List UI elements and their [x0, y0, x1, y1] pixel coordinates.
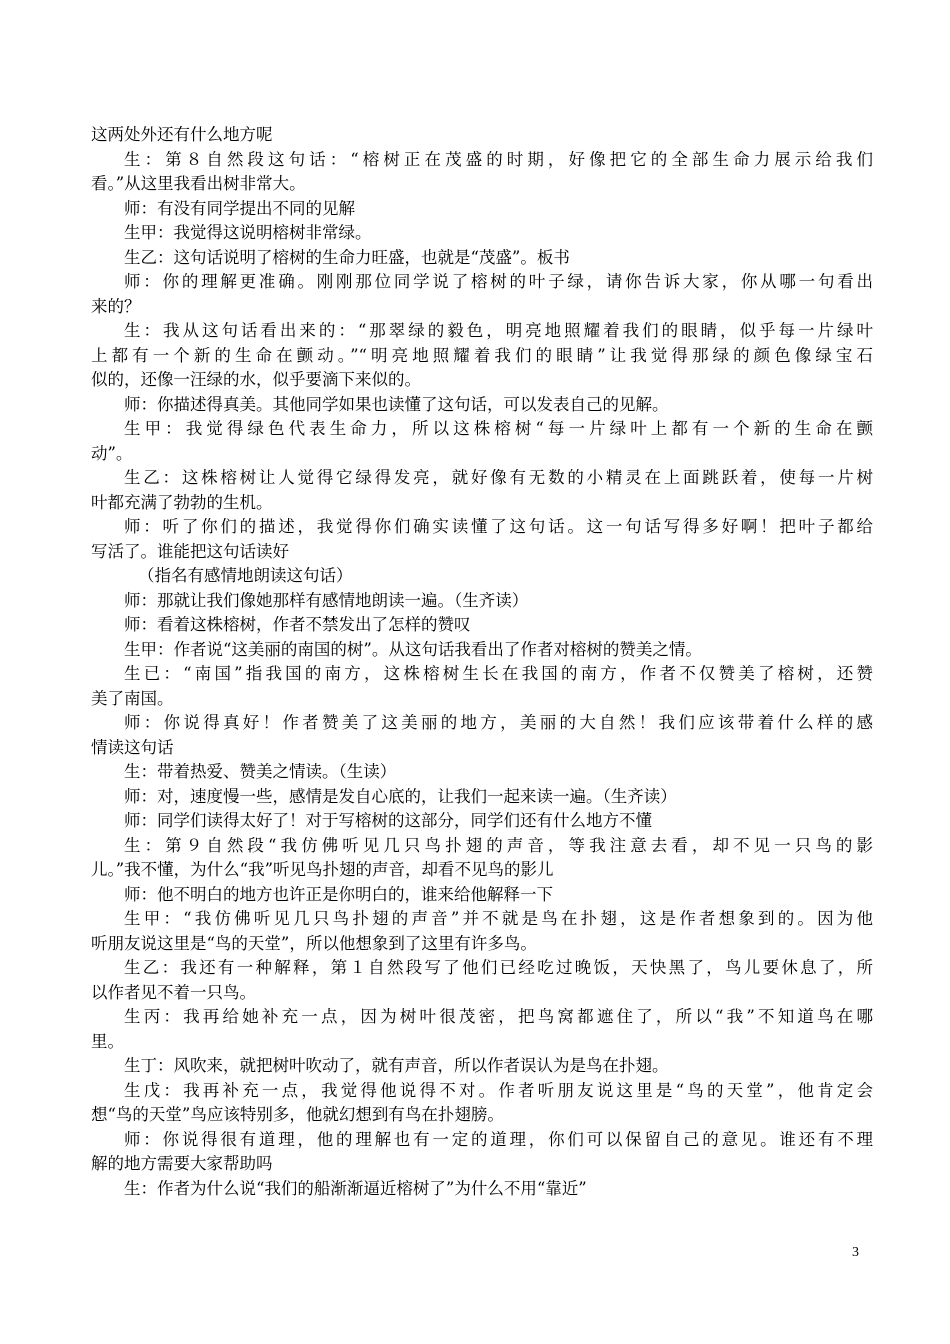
text-line: 美了南国。 [91, 688, 174, 708]
text-line: 叶都充满了勃勃的生机。 [91, 492, 273, 512]
text-line: 听朋友说这里是“鸟的天堂”，所以他想象到了这里有许多鸟。 [91, 933, 537, 953]
text-line: 解的地方需要大家帮助吗 [91, 1154, 273, 1173]
text-line: 生甲：作者说“这美丽的南国的树”。从这句话我看出了作者对榕树的赞美之情。 [124, 639, 702, 659]
text-line: 上都有一个新的生命在颤动。”“明亮地照耀着我们的眼睛”让我觉得那绿的颜色像绿宝石 [91, 345, 873, 365]
text-line: 生甲：我觉得绿色代表生命力，所以这株榕树“每一片绿叶上都有一个新的生命在颤 [124, 419, 873, 438]
text-line: 生甲：我觉得这说明榕树非常绿。 [124, 223, 372, 242]
text-line: 看。”从这里我看出树非常大。 [91, 174, 306, 193]
text-line: 生：第９自然段“我仿佛听见几只鸟扑翅的声音，等我注意去看，却不见一只鸟的影 [124, 835, 873, 855]
text-line: 以作者见不着一只鸟。 [91, 982, 256, 1002]
text-line: 想“鸟的天堂”鸟应该特别多，他就幻想到有鸟在扑翅膀。 [91, 1105, 504, 1124]
text-line: 写活了。谁能把这句话读好 [91, 541, 289, 561]
page-number: 3 [852, 1245, 859, 1260]
text-line: 儿。”我不懂，为什么“我”听见鸟扑翅的声音，却看不见鸟的影儿 [91, 860, 554, 879]
text-line: 生乙：这句话说明了榕树的生命力旺盛，也就是“茂盛”。板书 [124, 247, 570, 267]
text-line: 师：你说得很有道理，他的理解也有一定的道理，你们可以保留自己的意见。谁还有不理 [124, 1129, 873, 1149]
text-line: 师：那就让我们像她那样有感情地朗读一遍。（生齐读） [124, 590, 529, 610]
text-line: 来的？ [91, 296, 141, 316]
text-line: 生：第８自然段这句话：“榕树正在茂盛的时期，好像把它的全部生命力展示给我们 [124, 149, 873, 169]
text-line: 师：看着这株榕树，作者不禁发出了怎样的赞叹 [124, 615, 471, 634]
text-line: 这两处外还有什么地方呢 [91, 125, 273, 144]
text-line: 师：对，速度慢一些，感情是发自心底的，让我们一起来读一遍。（生齐读） [124, 786, 677, 806]
text-line: 师：有没有同学提出不同的见解 [124, 198, 355, 218]
text-line: 生戊：我再补充一点，我觉得他说得不对。作者听朋友说这里是“鸟的天堂”，他肯定会 [124, 1080, 873, 1100]
text-line: 师：同学们读得太好了！对于写榕树的这部分，同学们还有什么地方不懂 [124, 811, 652, 830]
text-line: 生已：“南国”指我国的南方，这株榕树生长在我国的南方，作者不仅赞美了榕树，还赞 [124, 664, 873, 683]
text-line: 师：听了你们的描述，我觉得你们确实读懂了这句话。这一句话写得多好啊！把叶子都给 [124, 517, 873, 536]
text-line: 生：带着热爱、赞美之情读。（生读） [124, 762, 397, 781]
text-line: 里。 [91, 1031, 124, 1051]
text-line: 情读这句话 [91, 737, 174, 757]
text-line: 生乙：我还有一种解释，第１自然段写了他们已经吃过晚饭，天快黑了，鸟儿要休息了，所 [124, 958, 873, 977]
text-line: 生甲：“我仿佛听见几只鸟扑翅的声音”并不就是鸟在扑翅，这是作者想象到的。因为他 [124, 909, 873, 928]
text-line: 师：你描述得真美。其他同学如果也读懂了这句话，可以发表自己的见解。 [124, 394, 669, 414]
body-text [91, 123, 873, 1201]
text-line: 师：他不明白的地方也许正是你明白的，谁来给他解释一下 [124, 884, 553, 904]
text-line: 生：我从这句话看出来的：“那翠绿的毅色，明亮地照耀着我们的眼睛，似乎每一片绿叶 [124, 321, 873, 340]
text-line: 师：你说得真好！作者赞美了这美丽的地方，美丽的大自然！我们应该带着什么样的感 [124, 713, 873, 732]
text-line: 生丁：风吹来，就把树叶吹动了，就有声音，所以作者误认为是鸟在扑翅。 [124, 1056, 669, 1075]
text-line: 师：你的理解更准确。刚刚那位同学说了榕树的叶子绿，请你告诉大家，你从哪一句看出 [124, 272, 873, 291]
text-line: 生：作者为什么说“我们的船渐渐逼近榕树了”为什么不用“靠近” [124, 1178, 587, 1198]
text-line: 生丙：我再给她补充一点，因为树叶很茂密，把鸟窝都遮住了，所以“我”不知道鸟在哪 [124, 1007, 873, 1026]
text-line: 生乙：这株榕树让人觉得它绿得发亮，就好像有无数的小精灵在上面跳跃着，使每一片树 [124, 468, 873, 487]
text-line: （指名有感情地朗读这句话） [138, 566, 353, 585]
text-line: 动”。 [91, 443, 133, 463]
text-line: 似的，还像一汪绿的水，似乎要滴下来似的。 [91, 370, 421, 389]
